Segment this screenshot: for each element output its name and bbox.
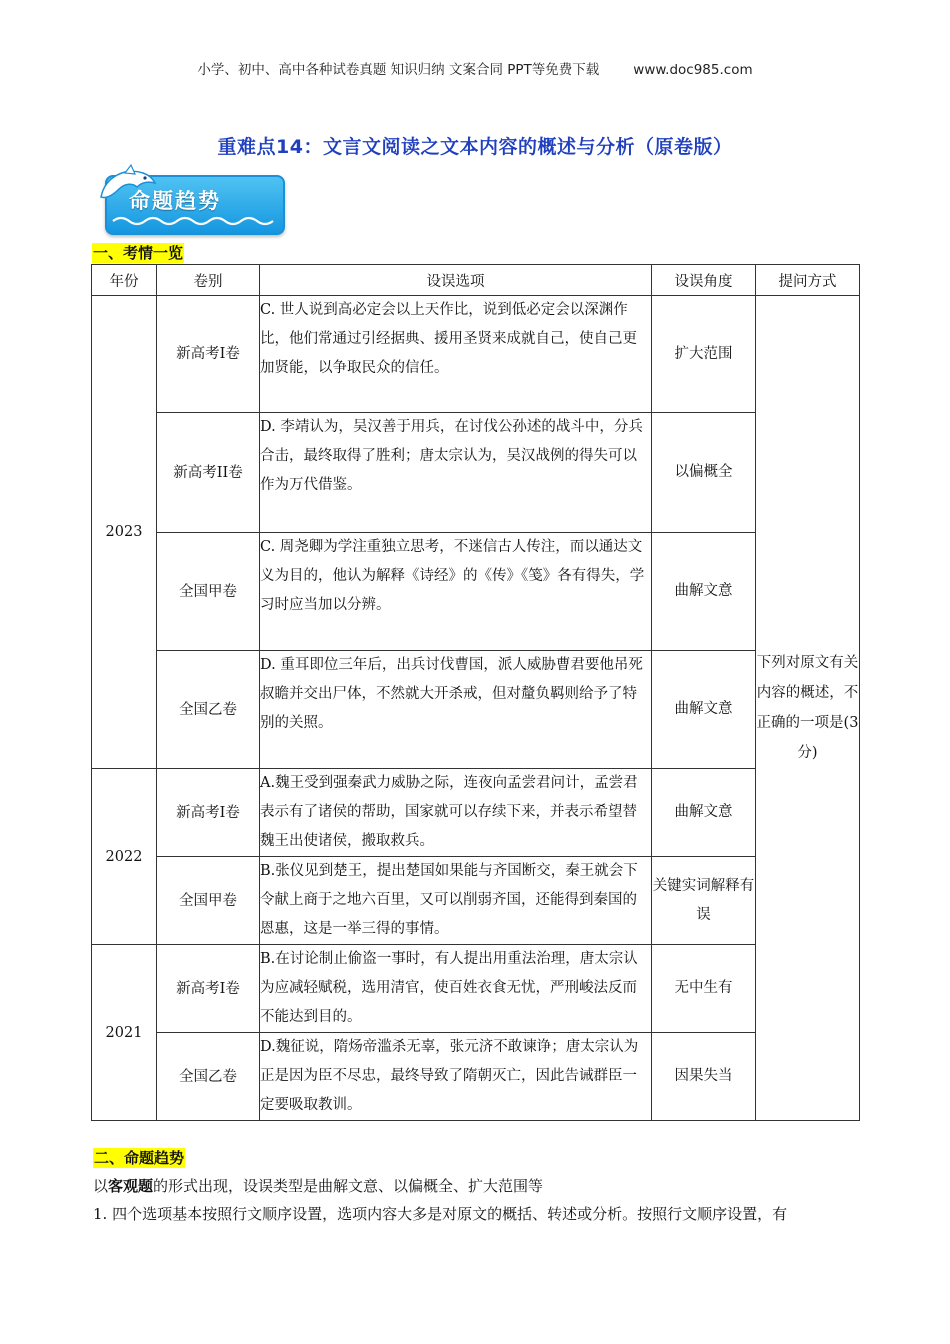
trend-text-pre: 以 [93, 1177, 109, 1195]
table-row [92, 413, 860, 533]
paper-cell: 新高考I卷 [157, 296, 260, 413]
column-header: 年份 [92, 265, 157, 296]
angle-cell: 曲解文意 [652, 651, 756, 769]
column-header: 卷别 [157, 265, 260, 296]
angle-cell: 曲解文意 [652, 533, 756, 651]
year-cell: 2023 [92, 296, 157, 769]
option-cell: B.张仪见到楚王，提出楚国如果能与齐国断交，秦王就会下令献上商于之地六百里，又可以削弱齐国，还能得到秦国的恩惠，这是一举三得的事情。 [260, 857, 652, 945]
option-cell: C. 周尧卿为学注重独立思考，不迷信古人传注，而以通达文义为目的，他认为解释《诗经》的《传》《笺》各有得失，学习时应当加以分辨。 [260, 533, 652, 651]
option-cell: A.魏王受到强秦武力威胁之际，连夜向孟尝君问计，孟尝君表示有了诸侯的帮助，国家就可以存续下来，并表示希望替魏王出使诸侯，搬取救兵。 [260, 769, 652, 857]
table-row [92, 945, 860, 1033]
option-cell: D.魏征说，隋炀帝滥杀无辜，张元济不敢谏诤；唐太宗认为正是因为臣不尽忠，最终导致了隋朝灭亡，因此告诫群臣一定要吸取教训。 [260, 1033, 652, 1121]
trend-paragraph-1 [93, 1175, 863, 1197]
table-row [92, 651, 860, 769]
column-header: 设误角度 [652, 265, 756, 296]
option-cell: D. 李靖认为，吴汉善于用兵，在讨伐公孙述的战斗中，分兵合击，最终取得了胜利；唐太宗认为，吴汉战例的得失可以作为万代借鉴。 [260, 413, 652, 533]
header-text: 小学、初中、高中各种试卷真题 知识归纳 文案合同 PPT等免费下载 [197, 62, 600, 78]
trend-text-bold: 客观题 [108, 1177, 154, 1195]
paper-cell: 全国乙卷 [157, 651, 260, 769]
exam-table [91, 264, 860, 1121]
page-header [0, 58, 950, 78]
table-row [92, 857, 860, 945]
question-mode-cell: 下列对原文有关内容的概述，不正确的一项是(3分) [756, 296, 860, 1121]
option-cell: C. 世人说到高必定会以上天作比，说到低必定会以深渊作比，他们常通过引经据典、援用圣贤来成就自己，使自己更加贤能，以争取民众的信任。 [260, 296, 652, 413]
column-header: 提问方式 [756, 265, 860, 296]
section-heading-2: 二、命题趋势 [94, 1149, 185, 1167]
document-title: 重难点14：文言文阅读之文本内容的概述与分析（原卷版） [217, 136, 733, 158]
option-cell: D. 重耳即位三年后，出兵讨伐曹国，派人威胁曹君要他吊死叔瞻并交出尸体，不然就大开杀戒，但对釐负羁则给予了特别的关照。 [260, 651, 652, 769]
table-row [92, 533, 860, 651]
section-banner [95, 163, 290, 237]
paper-cell: 新高考Ⅰ卷 [157, 769, 260, 857]
option-cell: B.在讨论制止偷盗一事时，有人提出用重法治理，唐太宗认为应减轻赋税，选用清官，使百姓衣食无忧，严刑峻法反而不能达到目的。 [260, 945, 652, 1033]
angle-cell: 因果失当 [652, 1033, 756, 1121]
paper-cell: 全国乙卷 [157, 1033, 260, 1121]
paper-cell: 新高考Ⅰ卷 [157, 945, 260, 1033]
year-cell: 2022 [92, 769, 157, 945]
paper-cell: 全国甲卷 [157, 533, 260, 651]
header-site-link[interactable]: www.doc985.com [633, 62, 753, 78]
trend-paragraph-2: 1. 四个选项基本按照行文顺序设置，选项内容大多是对原文的概括、转述或分析。按照行文顺序设置，有 [93, 1205, 788, 1223]
table-header-row [92, 265, 860, 296]
angle-cell: 曲解文意 [652, 769, 756, 857]
table-row [92, 1033, 860, 1121]
section-heading-1: 一、考情一览 [93, 244, 184, 262]
table-row [92, 296, 860, 413]
angle-cell: 关键实词解释有误 [652, 857, 756, 945]
year-cell: 2021 [92, 945, 157, 1121]
column-header: 设误选项 [260, 265, 652, 296]
angle-cell: 以偏概全 [652, 413, 756, 533]
angle-cell: 扩大范围 [652, 296, 756, 413]
trend-text-post: 的形式出现，设误类型是曲解文意、以偏概全、扩大范围等 [153, 1177, 544, 1195]
paper-cell: 新高考II卷 [157, 413, 260, 533]
angle-cell: 无中生有 [652, 945, 756, 1033]
table-row [92, 769, 860, 857]
paper-cell: 全国甲卷 [157, 857, 260, 945]
banner-label: 命题趋势 [129, 189, 221, 213]
